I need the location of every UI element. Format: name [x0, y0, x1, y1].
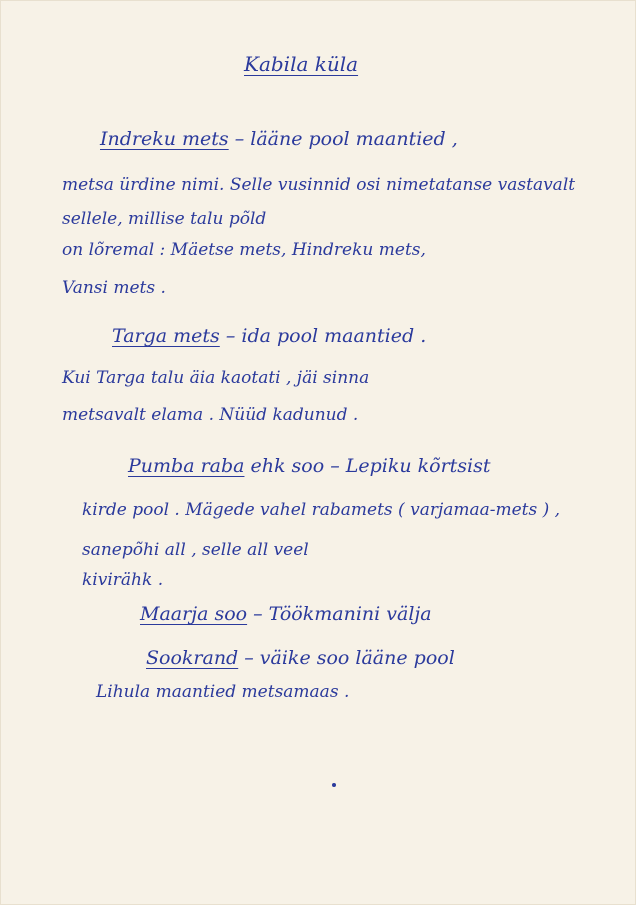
text-line: on lõremal : Mäetse mets, Hindreku mets,: [62, 240, 426, 260]
text-line: Pumba raba ehk soo – Lepiku kõrtsist: [128, 455, 491, 477]
text-line: Sookrand – väike soo lääne pool: [146, 647, 455, 669]
ink-dot: [332, 783, 336, 787]
text-line: kivirähk .: [82, 570, 164, 590]
text-line: Vansi mets .: [62, 278, 166, 298]
text-line: kirde pool . Mägede vahel rabamets ( varjamaa-mets ) , sanepõhi all , selle all veel: [82, 500, 561, 560]
page-title: Kabila küla: [244, 52, 359, 76]
text-line: Indreku mets – lääne pool maantied ,: [100, 128, 458, 150]
text-line: Kui Targa talu äia kaotati , jäi sinna: [62, 368, 370, 388]
text-line: Lihula maantied metsamaas .: [96, 682, 350, 702]
text-line: Maarja soo – Töökmanini välja: [140, 603, 432, 625]
text-line: Targa mets – ida pool maantied .: [112, 325, 427, 347]
text-line: metsa ürdine nimi. Selle vusinnid osi nimetatanse vastavalt sellele, millise talu põld: [62, 175, 576, 229]
text-line: metsavalt elama . Nüüd kadunud .: [62, 405, 359, 425]
